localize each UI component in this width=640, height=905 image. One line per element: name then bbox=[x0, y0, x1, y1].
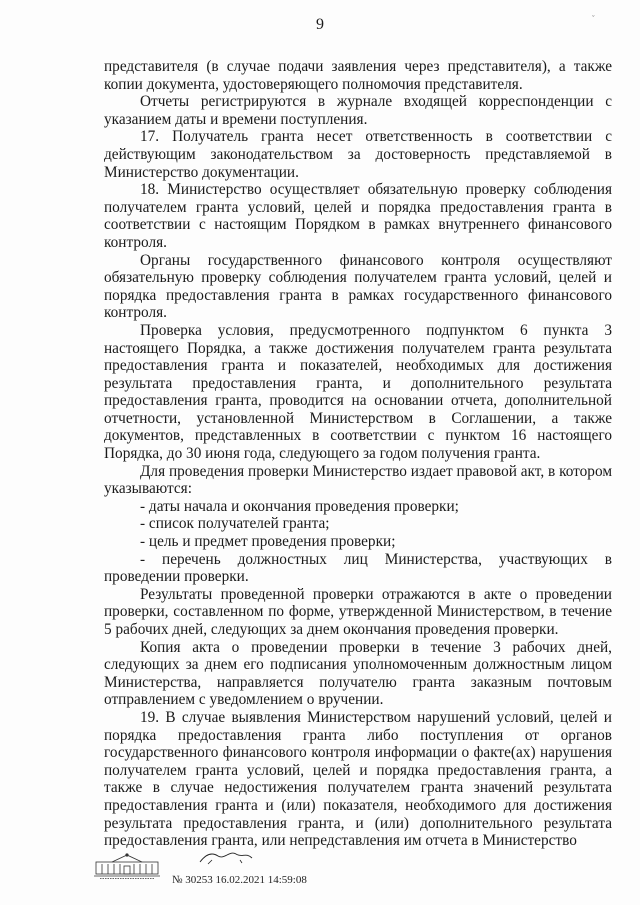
list-item: - даты начала и окончания проведения проверки; bbox=[140, 497, 459, 515]
paragraph: Результаты проведенной проверки отражаются в акте о проведении проверки, составленном по форме, утвержденной Министерством, в течение 5 рабочих дней, следующих за днем окончания проведения проверки. bbox=[104, 585, 612, 638]
handwritten-signature-icon bbox=[196, 846, 256, 868]
page-number: 9 bbox=[316, 16, 324, 33]
government-building-logo-icon bbox=[92, 852, 162, 880]
paragraph: Отчеты регистрируются в журнале входящей корреспонденции с указанием даты и времени поступления. bbox=[104, 93, 612, 128]
paragraph: Копия акта о проведении проверки в течение 3 рабочих дней, следующих за днем его подписания уполномоченным должностным лицом Министерства, направляется получателю гранта заказным почтовым отправлением с уведомлением о вручении. bbox=[104, 638, 612, 709]
document-body bbox=[104, 58, 612, 850]
paragraph: 19. В случае выявления Министерством нарушений условий, целей и порядка предоставления гранта либо поступления от органов государственного финансового контроля информации о факте(ах) нарушения получателем гранта условий, целей и порядка предоставления гранта, а также в случае недостижения получателем гранта значений результата предоставления гранта и (или) показателя, необходимого для достижения результата предоставления гранта, и (или) дополнительного результата предоставления гранта, или непредставления им отчета в Министерство bbox=[104, 708, 612, 850]
paragraph: Для проведения проверки Министерство издает правовой акт, в котором указываются: bbox=[104, 462, 612, 498]
paragraph: 18. Министерство осуществляет обязательную проверку соблюдения получателем гранта условий, целей и порядка предоставления гранта в соответствии с настоящим Порядком в рамках внутреннего финансового контроля. bbox=[104, 181, 612, 251]
page-footer bbox=[0, 852, 640, 892]
list-item: - цель и предмет проведения проверки; bbox=[140, 533, 396, 551]
list-item: - перечень должностных лиц Министерства, участвующих в проведении проверки. bbox=[104, 550, 612, 586]
paragraph: 17. Получатель гранта несет ответственность в соответствии с действующим законодательством за достоверность представляемой в Министерство документации. bbox=[104, 128, 612, 181]
paragraph: представителя (в случае подачи заявления через представителя), а также копии документа, удостоверяющего полномочия представителя. bbox=[104, 58, 612, 93]
registration-stamp: № 30253 16.02.2021 14:59:08 bbox=[172, 874, 307, 886]
paragraph: Проверка условия, предусмотренного подпунктом 6 пункта 3 настоящего Порядка, а также достижения получателем гранта результата предоставления гранта и показателей, необходимых для достижения результата предоставления гранта, и дополнительного результата предоставления гранта, проводится на основании отчета, дополнительной отчетности, установленной Министерством в Соглашении, а также документов, представленных в соответствии с пунктом 16 настоящего Порядка, до 30 июня года, следующего за годом получения гранта. bbox=[104, 321, 612, 463]
paragraph: Органы государственного финансового контроля осуществляют обязательную проверку соблюдения получателем гранта условий, целей и порядка предоставления гранта в рамках государственного финансового контроля. bbox=[104, 251, 612, 322]
list-item: - список получателей гранта; bbox=[140, 515, 330, 533]
scan-edge-mark: ˇ bbox=[592, 14, 595, 23]
